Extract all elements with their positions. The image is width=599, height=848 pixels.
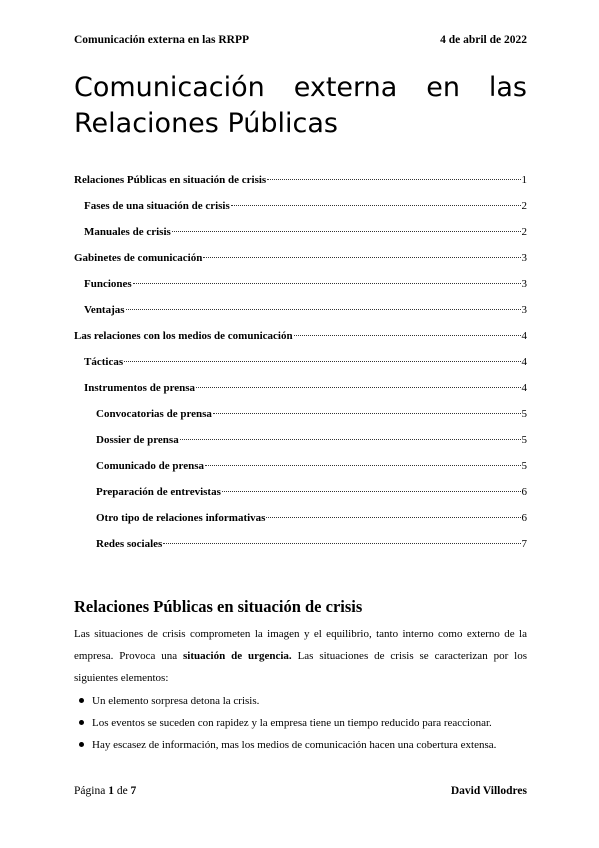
header-document-title: Comunicación externa en las RRPP — [74, 34, 250, 46]
toc-dot-leader — [124, 361, 520, 362]
toc-entry-title: Dossier de prensa — [96, 434, 179, 446]
toc-entry[interactable] — [74, 330, 527, 356]
toc-entry-title: Ventajas — [84, 304, 125, 316]
toc-dot-leader — [266, 517, 520, 518]
section-paragraph — [74, 623, 527, 689]
toc-entry-title: Otro tipo de relaciones informativas — [96, 512, 266, 524]
toc-entry[interactable] — [74, 460, 527, 486]
toc-entry[interactable] — [74, 226, 527, 252]
toc-entry-title: Tácticas — [84, 356, 124, 368]
paragraph-text-1: Las situaciones de crisis comprometen la imagen y el equilibrio, tanto interno como externo de la empresa. Provoca una — [74, 628, 527, 662]
document-title: Comunicación externa en las Relaciones Públicas — [74, 72, 527, 139]
page-number — [74, 785, 136, 797]
author-name: David Villodres — [450, 785, 527, 797]
toc-entry-title: Manuales de crisis — [84, 226, 171, 238]
toc-dot-leader — [163, 543, 520, 544]
toc-entry[interactable] — [74, 356, 527, 382]
toc-entry[interactable] — [74, 486, 527, 512]
toc-entry-title: Convocatorias de prensa — [96, 408, 212, 420]
toc-entry-title: Funciones — [84, 278, 132, 290]
toc-dot-leader — [205, 465, 521, 466]
toc-entry-title: Comunicado de prensa — [96, 460, 204, 472]
toc-dot-leader — [203, 257, 520, 258]
toc-entry[interactable] — [74, 278, 527, 304]
toc-dot-leader — [196, 387, 520, 388]
of-label: de — [116, 785, 128, 797]
toc-entry-page-number: 4 — [521, 382, 527, 394]
toc-entry[interactable] — [74, 408, 527, 434]
toc-dot-leader — [267, 179, 520, 180]
toc-entry[interactable] — [74, 434, 527, 460]
toc-entry[interactable] — [74, 538, 527, 564]
toc-entry-page-number: 6 — [521, 486, 527, 498]
total-pages-number: 7 — [130, 785, 137, 797]
toc-entry-title: Gabinetes de comunicación — [74, 252, 203, 264]
toc-entry-title: Fases de una situación de crisis — [84, 200, 230, 212]
toc-entry-page-number: 2 — [521, 200, 527, 212]
toc-entry[interactable] — [74, 512, 527, 538]
toc-dot-leader — [222, 491, 521, 492]
toc-entry-page-number: 4 — [521, 330, 527, 342]
toc-dot-leader — [172, 231, 521, 232]
toc-entry-page-number: 5 — [521, 460, 527, 472]
toc-entry-page-number: 3 — [521, 304, 527, 316]
paragraph-bold-text: situación de urgencia. — [183, 650, 292, 662]
paragraph-text-2: Las situaciones de crisis se caracterizan por los siguientes elementos: — [74, 650, 527, 684]
list-item: Los eventos se suceden con rapidez y la empresa tiene un tiempo reducido para reaccionar. — [74, 712, 527, 734]
page-header — [74, 34, 527, 46]
toc-entry-page-number: 3 — [521, 278, 527, 290]
section-heading: Relaciones Públicas en situación de crisis — [74, 597, 363, 616]
page-label: Página — [74, 785, 106, 797]
toc-dot-leader — [180, 439, 521, 440]
toc-dot-leader — [126, 309, 521, 310]
toc-dot-leader — [133, 283, 521, 284]
list-item: Hay escasez de información, mas los medios de comunicación hacen una cobertura extensa. — [74, 734, 527, 756]
toc-entry[interactable] — [74, 304, 527, 330]
toc-entry[interactable] — [74, 382, 527, 408]
toc-entry-title: Preparación de entrevistas — [96, 486, 221, 498]
toc-entry-title: Redes sociales — [96, 538, 163, 550]
toc-dot-leader — [213, 413, 521, 414]
toc-entry[interactable] — [74, 252, 527, 278]
toc-entry[interactable] — [74, 174, 527, 200]
toc-entry-page-number: 2 — [521, 226, 527, 238]
toc-entry-page-number: 5 — [521, 408, 527, 420]
header-date: 4 de abril de 2022 — [440, 34, 527, 46]
page-footer — [74, 785, 527, 797]
toc-entry-page-number: 4 — [521, 356, 527, 368]
characteristics-list — [74, 690, 527, 756]
toc-entry[interactable] — [74, 200, 527, 226]
list-item: Un elemento sorpresa detona la crisis. — [74, 690, 527, 712]
toc-entry-title: Las relaciones con los medios de comunicación — [74, 330, 293, 342]
toc-entry-page-number: 3 — [521, 252, 527, 264]
current-page-number: 1 — [108, 785, 114, 797]
toc-dot-leader — [231, 205, 521, 206]
toc-entry-page-number: 1 — [521, 174, 527, 186]
toc-entry-page-number: 7 — [521, 538, 527, 550]
toc-entry-title: Relaciones Públicas en situación de crisis — [74, 174, 267, 186]
toc-entry-page-number: 6 — [521, 512, 527, 524]
toc-dot-leader — [294, 335, 521, 336]
table-of-contents — [74, 174, 527, 564]
toc-entry-title: Instrumentos de prensa — [84, 382, 196, 394]
toc-entry-page-number: 5 — [521, 434, 527, 446]
